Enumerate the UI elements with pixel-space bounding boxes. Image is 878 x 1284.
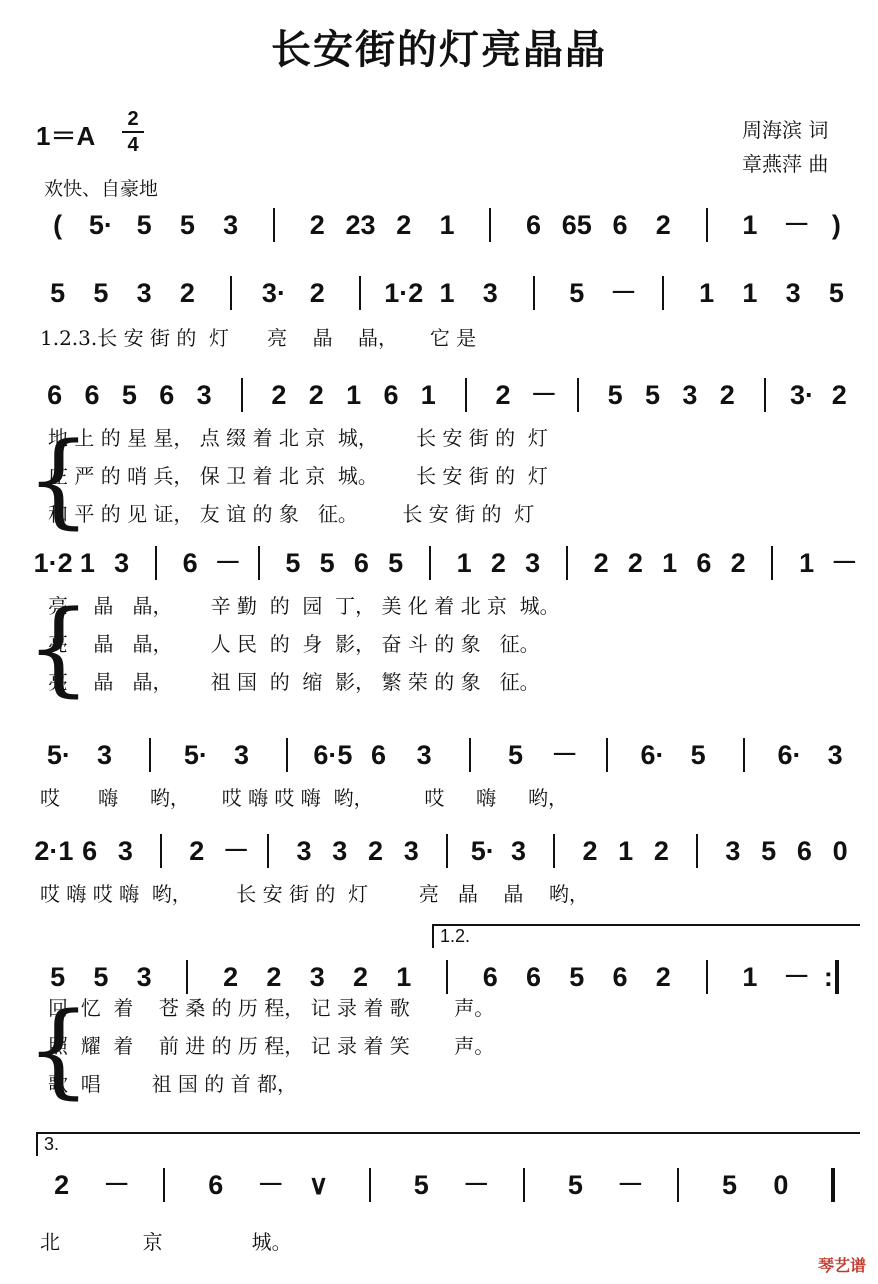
note: 1 — [420, 380, 436, 410]
note: 5 — [179, 210, 195, 240]
note: 6 — [383, 380, 399, 410]
repeat-sign: : — [823, 962, 833, 992]
note: 3 — [482, 278, 498, 308]
note: 1 — [699, 278, 715, 308]
barline — [706, 960, 708, 994]
barline — [273, 208, 275, 242]
note: 1 — [662, 548, 678, 578]
barline — [186, 960, 188, 994]
note: 3 — [525, 548, 541, 578]
note: 5· — [88, 210, 113, 240]
note: 2 — [655, 210, 671, 240]
barline — [553, 834, 555, 868]
note: 5 — [507, 740, 524, 770]
note: － — [610, 278, 638, 308]
barline — [771, 546, 773, 580]
lyric-line: 北 京 城。 — [40, 1230, 292, 1254]
note: 5 — [567, 1170, 583, 1200]
note: － — [530, 380, 558, 410]
note: 6 — [696, 548, 712, 578]
note: 6 — [353, 548, 369, 578]
note: 3 — [296, 836, 312, 866]
note: 1 — [346, 380, 362, 410]
barline — [677, 1168, 679, 1202]
note: 2 — [396, 210, 412, 240]
note: － — [214, 548, 242, 578]
note: 5 — [569, 962, 585, 992]
note: 3 — [332, 836, 348, 866]
note: 2 — [179, 278, 195, 308]
note: 3 — [114, 548, 130, 578]
barline — [359, 276, 361, 310]
note: 3· — [261, 278, 286, 308]
tempo-marking: 欢快、自豪地 — [44, 178, 159, 200]
note: 0 — [773, 1170, 789, 1200]
volta-bracket — [432, 924, 860, 948]
note: 2 — [655, 962, 671, 992]
note: 3 — [136, 278, 152, 308]
note: 2·1 — [34, 836, 74, 866]
note: 3 — [117, 836, 133, 866]
note: 5 — [761, 836, 777, 866]
song-title: 长安街的灯亮晶晶 — [271, 26, 607, 73]
note: 1 — [742, 210, 758, 240]
barline — [160, 834, 162, 868]
note: ) — [831, 210, 841, 240]
note: － — [783, 210, 811, 240]
barline — [706, 208, 708, 242]
note: － — [551, 740, 579, 770]
note: 0 — [832, 836, 848, 866]
barline — [286, 738, 288, 772]
note: 6 — [796, 836, 812, 866]
note: 6 — [208, 1170, 224, 1200]
note: 1 — [79, 548, 95, 578]
note: 2 — [266, 962, 282, 992]
barline — [764, 378, 766, 412]
note: 6 — [612, 210, 628, 240]
note: 3 — [136, 962, 152, 992]
note: 2 — [730, 548, 746, 578]
note: 2 — [309, 278, 325, 308]
lyric-line: 哎 嗨 哎 嗨 哟， 长 安 街 的 灯 亮 晶 晶 哟， — [40, 882, 589, 906]
barline — [446, 960, 448, 994]
lyric-line: 照 耀 着 前 进 的 历 程， 记 录 着 笑 声。 — [48, 1034, 495, 1058]
note: 5 — [690, 740, 706, 770]
barline — [831, 1168, 835, 1202]
lyricist-credit: 周海滨 词 — [742, 118, 829, 142]
note: 6· — [640, 740, 665, 770]
note: 5· — [46, 740, 71, 770]
barline — [267, 834, 269, 868]
note: 3 — [403, 836, 419, 866]
note: 3 — [309, 962, 325, 992]
meter-top: 2 — [127, 108, 139, 130]
note: 5 — [93, 962, 109, 992]
note: 6 — [159, 380, 175, 410]
note: 2 — [719, 380, 735, 410]
barline — [369, 1168, 371, 1202]
note: 6 — [612, 962, 628, 992]
lyric-line: 回 忆 着 苍 桑 的 历 程， 记 录 着 歌 声。 — [48, 996, 495, 1020]
barline — [606, 738, 608, 772]
note: 6 — [482, 962, 498, 992]
barline — [241, 378, 243, 412]
barline — [533, 276, 535, 310]
note: 6 — [84, 380, 100, 410]
lyric-line: 地 上 的 星 星， 点 缀 着 北 京 城， 长 安 街 的 灯 — [48, 426, 548, 450]
note: 2 — [308, 380, 324, 410]
note: 5 — [828, 278, 844, 308]
note: 23 — [345, 210, 376, 240]
note: 5 — [413, 1170, 429, 1200]
note: 3 — [785, 278, 801, 308]
volta-label: 1.2. — [440, 926, 471, 946]
note: 2 — [368, 836, 384, 866]
note: 5· — [470, 836, 495, 866]
key-signature: 1＝A — [36, 121, 96, 151]
barline — [465, 378, 467, 412]
lyric-brace: { — [26, 421, 91, 540]
note: 5 — [285, 548, 301, 578]
note: 2 — [495, 380, 511, 410]
barline — [149, 738, 151, 772]
note: 6 — [370, 740, 387, 770]
note: 2 — [490, 548, 506, 578]
note: 3 — [223, 210, 239, 240]
lyric-line: 1.2.3.长 安 街 的 灯 亮 晶 晶， 它 是 — [40, 326, 477, 350]
note: 3 — [96, 740, 113, 770]
barline — [155, 546, 157, 580]
note: － — [462, 1170, 490, 1200]
note: 5 — [388, 548, 404, 578]
barline — [469, 738, 471, 772]
note: 1·2 — [33, 548, 73, 578]
note: － — [616, 1170, 644, 1200]
barline — [696, 834, 698, 868]
note: 5 — [93, 278, 109, 308]
barline — [743, 738, 745, 772]
barline — [489, 208, 491, 242]
note: 5· — [183, 740, 208, 770]
note: 2 — [54, 1170, 70, 1200]
note: 3 — [725, 836, 741, 866]
volta-bracket — [36, 1132, 860, 1156]
note: 5 — [722, 1170, 738, 1200]
note: 2 — [352, 962, 368, 992]
note: 6 — [47, 380, 63, 410]
barline — [429, 546, 431, 580]
barline — [523, 1168, 525, 1202]
barline — [577, 378, 579, 412]
barline — [163, 1168, 165, 1202]
lyric-line: 庄 严 的 哨 兵， 保 卫 着 北 京 城。 长 安 街 的 灯 — [48, 464, 548, 488]
note: 5 — [607, 380, 623, 410]
note: ( — [53, 210, 63, 240]
barline — [662, 276, 664, 310]
note: 3 — [416, 740, 432, 770]
lyric-line: 亮 晶 晶， 祖 国 的 缩 影， 繁 荣 的 象 征。 — [48, 670, 540, 694]
note: 2 — [653, 836, 669, 866]
lyric-brace: { — [26, 991, 91, 1110]
note: 1 — [439, 210, 455, 240]
note: 3 — [510, 836, 526, 866]
barline — [230, 276, 232, 310]
note: － — [830, 548, 858, 578]
note: 1 — [799, 548, 815, 578]
lyric-line: 歌 唱 祖 国 的 首 都， — [48, 1072, 298, 1096]
note: 6·5 — [313, 740, 353, 770]
note: 2 — [271, 380, 287, 410]
note: 1 — [742, 278, 758, 308]
barline — [566, 546, 568, 580]
note: 5 — [121, 380, 137, 410]
note: 6· — [777, 740, 802, 770]
note: 6 — [82, 836, 98, 866]
note: 1 — [618, 836, 634, 866]
note: 3· — [789, 380, 814, 410]
note: ∨ — [308, 1170, 329, 1200]
note: 5 — [136, 210, 152, 240]
note: 5 — [319, 548, 335, 578]
note: 1 — [742, 962, 758, 992]
time-signature — [122, 108, 144, 156]
note: 3 — [827, 740, 843, 770]
lyric-brace: { — [26, 589, 91, 708]
note: 1 — [396, 962, 412, 992]
note: 2 — [309, 210, 325, 240]
composer-credit: 章燕萍 曲 — [742, 152, 829, 176]
note: － — [222, 836, 250, 866]
note: 2 — [627, 548, 643, 578]
note: 65 — [561, 210, 592, 240]
note: 2 — [223, 962, 239, 992]
note: 6 — [182, 548, 198, 578]
lyric-line: 亮 晶 晶， 人 民 的 身 影， 奋 斗 的 象 征。 — [48, 632, 540, 656]
lyric-line: 哎 嗨 哟， 哎 嗨 哎 嗨 哟， 哎 嗨 哟， — [40, 786, 568, 810]
note: 2 — [582, 836, 598, 866]
note: 1 — [456, 548, 472, 578]
lyric-line: 亮 晶 晶， 辛 勤 的 园 丁， 美 化 着 北 京 城。 — [48, 594, 560, 618]
meter-bottom: 4 — [127, 134, 139, 156]
note: 5 — [644, 380, 661, 410]
note: － — [257, 1170, 285, 1200]
note: 3 — [196, 380, 212, 410]
note: 5 — [569, 278, 585, 308]
note: 5 — [50, 962, 66, 992]
note: 6 — [526, 962, 542, 992]
note: 6 — [526, 210, 542, 240]
note: 5 — [50, 278, 66, 308]
note: 3 — [682, 380, 698, 410]
lyric-line: 和 平 的 见 证， 友 谊 的 象 征。 长 安 街 的 灯 — [48, 502, 535, 526]
note: 1·2 — [384, 278, 424, 308]
barline — [446, 834, 448, 868]
volta-label: 3. — [44, 1134, 60, 1154]
note: 3 — [233, 740, 250, 770]
note: 2 — [831, 380, 847, 410]
note: 2 — [593, 548, 609, 578]
watermark-logo: 琴艺谱 — [817, 1256, 866, 1275]
note: 2 — [189, 836, 205, 866]
note: － — [783, 962, 811, 992]
barline — [258, 546, 260, 580]
note: 1 — [439, 278, 455, 308]
note: － — [103, 1170, 131, 1200]
